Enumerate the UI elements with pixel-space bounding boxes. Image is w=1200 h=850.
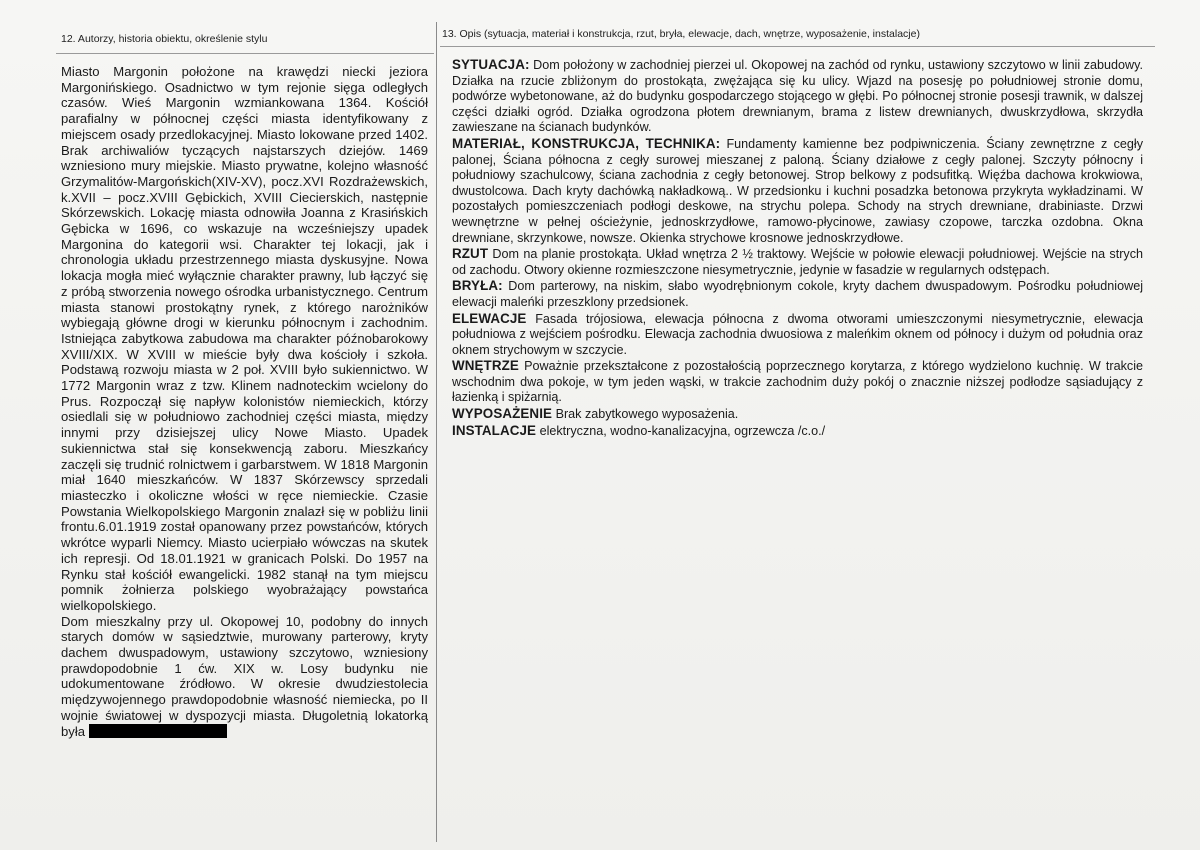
description-text-column (452, 57, 1143, 439)
text-instalacje: elektryczna, wodno-kanalizacyjna, ogrzewcza /c.o./ (539, 423, 826, 438)
desc-material (452, 136, 1143, 246)
text-rzut: Dom na planie prostokąta. Układ wnętrza 2 ½ traktowy. Wejście w połowie elewacji południowej. Wejście na strych od zachodu. Otwory okienne rozmieszczone niesymetrycznie, jedynie w fasadzie w regularnych odstępach. (452, 247, 1143, 277)
history-paragraph-town: Miasto Margonin położone na krawędzi niecki jeziora Margonińskiego. Osadnictwo w tym rejonie sięga odległych czasów. Wieś Margonin wzmiankowana 1364. Kościół parafialny w północnej części miasta identyfikowany z miejscem osady przedlokacyjnej. Miasto lokowane przed 1402. Brak archiwaliów tyczących najstarszych dziejów. 1469 wzniesiono mury miejskie. Miasto prywatne, kolejno własność Grzymalitów-Margońskich(XIV-XV), pocz.XVI Rozdrażewskich, k.XVII – pocz.XVIII Gębickich, XVIII Ciecierskich, następnie Skórzewskich. Lokację miasta odnowiła Joanna z Krasińskich Gębicka w 1696, co wskazuje na wcześniejszy upadek Margonina do kategorii wsi. Charakter tej lokacji, jak i chronologia układu przestrzennego miasta dyskusyjne. Nowa lokacja mogła mieć wyłącznie charakter prawny, lub łączyć się z próbą stworzenia nowego ośrodka urbanistycznego. Centrum miasta stanowi prostokątny rynek, z którego narożników wybiegają główne drogi w kierunku północnym i zachodnim. Istniejąca zabytkowa zabudowa ma charakter późnobarokowy XVIII/XIX. W XVIII w mieście były dwa kościoły i szkoła. Podstawą rozwoju miasta w 2 poł. XVIII było sukiennictwo. W 1772 Margonin wraz z tzw. Klinem nadnoteckim wcielony do Prus. Rozpoczął się napływ kolonistów niemieckich, którzy osiedlali się w południowo zachodniej części miasta, między innymi przy dzisiejszej ulicy Nowe Miasto. Upadek sukiennictwa stał się konsekwencją zaboru. Mieszkańcy zaczęli się trudnić rolnictwem i garbarstwem. W 1818 Margonin miał 1640 mieszkańców. W 1837 Skórzewscy sprzedali miasteczko i okoliczne włości w ręce niemieckie. Czasie Powstania Wielkopolskiego Margonin znalazł się w pobliżu linii frontu.6.01.1919 został opanowany przez powstańców, których wkrótce wyparli Niemcy. Miasto ucierpiało wówczas na skutek ich represji. Od 18.01.1921 w granicach Polski. Do 1957 na Rynku stał kościół ewangelicki. 1982 stanął na tym miejscu pomnik żołnierza polskiego wyobrażający powstańca wielkopolskiego. (61, 64, 428, 613)
label-rzut: RZUT (452, 246, 489, 262)
text-wyposazenie: Brak zabytkowego wyposażenia. (555, 407, 739, 422)
history-section-header: 12. Autorzy, historia obiektu, określenie stylu (61, 33, 268, 45)
label-bryla: BRYŁA: (452, 278, 503, 294)
desc-wnetrze (452, 358, 1143, 406)
desc-instalacje (452, 423, 1143, 440)
history-house-text: Dom mieszkalny przy ul. Okopowej 10, podobny do innych starych domów w sąsiedztwie, murowany parterowy, kryty dachem dwuspadowym, ustawiony szczytowo, wzniesiony prawdopodobnie 1 ćw. XIX w. Losy budynku nie udokumentowane źródłowo. W okresie dwudziestolecia międzywojennego prawdopodobnie własność niemiecka, po II wojnie światowej w dyspozycji miasta. Długoletnią lokatorką była (61, 613, 428, 739)
text-elewacje: Fasada trójosiowa, elewacja północna z dwoma otworami umieszczonymi niesymetrycznie, elewacja południowa z wejściem pośrodku. Elewacja zachodnia dwuosiowa z maleńkim oknem od północy i dużym od południa oraz oknem strychowym w szczycie. (452, 311, 1144, 357)
text-sytuacja: Dom położony w zachodniej pierzei ul. Okopowej na zachód od rynku, ustawiony szczytowo w linii zabudowy. Działka na rzucie zbliżonym do prostokąta, zwężająca się ku ulicy. Wjazd na posesję po południowej stronie domu, podwórze wybetonowane, aż do budynku gospodarczego stojącego w głębi. Po północnej stronie posesji trawnik, w dalszej części działki ogród. Działka ogrodzona płotem drewnianym, brama z listew drewnianych, dwuskrzydłowa, skrzydła zawieszane na ścianach budynków. (452, 58, 1143, 135)
desc-wyposazenie (452, 406, 1143, 423)
desc-elewacje (452, 311, 1143, 359)
desc-rzut (452, 246, 1143, 278)
label-instalacje: INSTALACJE (452, 422, 537, 438)
label-wnetrze: WNĘTRZE (452, 358, 519, 374)
text-material: Fundamenty kamienne bez podpiwniczenia. Ściany zewnętrzne z cegły palonej, Ściana północna z cegły surowej mieszanej z paloną. Ściany działowe z cegły palonej. Szczyty północny i południowy szachulcowy, ściana zachodnia z cegły betonowej. Strop belkowy z podsufitką. Więźba dachowa krokwiowa, dwustolcowa. Dach kryty dachówką nakładkową.. W przedsionku i kuchni posadzka betonowa przykryta wykładzinami. W pozostałych pomieszczeniach podłogi deskowe, na strychu polepa. Schody na strych drewniane, drabiniaste. Drzwi wewnętrzne w pełnej ościeżynie, jednoskrzydłowe, ramowo-płycinowe, zawiasy czopowe, tarczka ozdobna. Okna drewniane, skrzynkowe, nowsze. Okienka strychowe krosnowe jednoskrzydłowe. (452, 136, 1144, 245)
label-material: MATERIAŁ, KONSTRUKCJA, TECHNIKA: (452, 135, 721, 151)
description-section-header: 13. Opis (sytuacja, materiał i konstrukcja, rzut, bryła, elewacje, dach, wnętrze, wyposażenie, instalacje) (442, 28, 920, 40)
column-divider (436, 22, 437, 842)
text-bryla: Dom parterowy, na niskim, słabo wyodrębnionym cokole, kryty dachem dwuspadowym. Pośrodku południowej elewacji maleńki przeszklony przedsionek. (452, 279, 1143, 309)
desc-sytuacja (452, 57, 1143, 136)
history-text-column (61, 64, 428, 739)
label-wyposazenie: WYPOSAŻENIE (452, 406, 553, 422)
desc-bryla (452, 278, 1143, 310)
text-wnetrze: Poważnie przekształcone z pozostałością poprzecznego korytarza, z którego wydzielono kuchnię. W trakcie wschodnim dwa pokoje, w tym jeden wąski, w trakcie zachodnim duży pokój o znacznie niższej podłodze sąsiadujący z łazienką i spiżarnią. (452, 359, 1143, 405)
redaction-box (89, 724, 227, 738)
header-rule-right (440, 46, 1155, 47)
history-paragraph-house (61, 614, 428, 740)
label-sytuacja: SYTUACJA: (452, 57, 530, 72)
label-elewacje: ELEWACJE (452, 310, 527, 326)
header-rule-left (56, 53, 434, 54)
